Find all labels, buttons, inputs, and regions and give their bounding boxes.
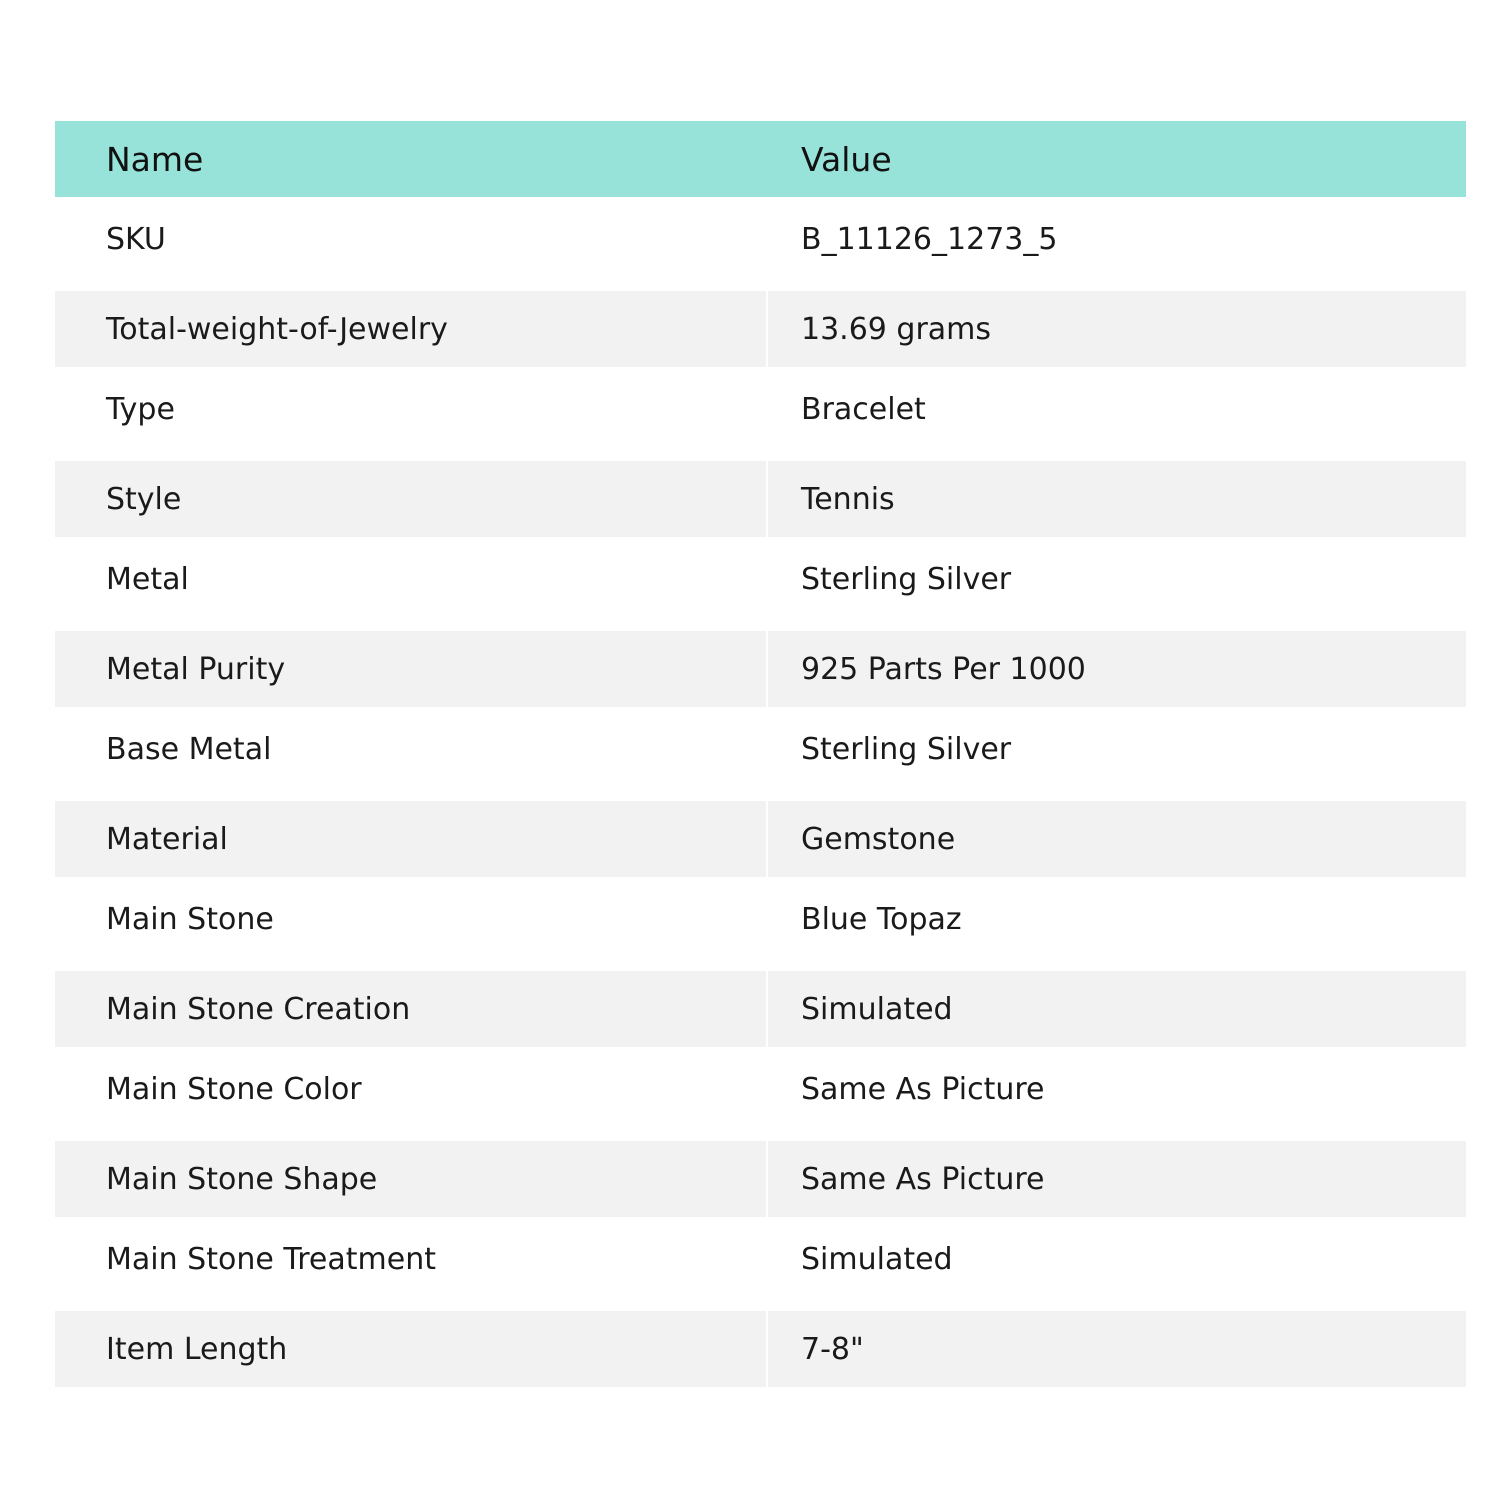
row-value: 13.69 grams (768, 291, 1466, 367)
row-name: Main Stone Treatment (106, 1242, 436, 1277)
row-name: Main Stone Shape (55, 1141, 766, 1217)
row-value: Bracelet (801, 392, 926, 427)
table-row (55, 971, 1466, 1047)
row-value: Same As Picture (768, 1141, 1466, 1217)
row-name: Type (106, 392, 175, 427)
header-name: Name (106, 139, 204, 179)
row-value: Same As Picture (801, 1072, 1045, 1107)
spec-table (55, 121, 1466, 1387)
table-row (55, 367, 1466, 452)
table-row (55, 461, 1466, 537)
row-name: SKU (106, 222, 166, 257)
row-name: Metal Purity (55, 631, 766, 707)
row-value: B_11126_1273_5 (801, 222, 1058, 257)
table-row (55, 1047, 1466, 1132)
row-value: 7-8" (768, 1311, 1466, 1387)
row-value: Sterling Silver (801, 732, 1012, 767)
table-row (55, 537, 1466, 622)
row-value: Sterling Silver (801, 562, 1012, 597)
table-header (55, 121, 1466, 197)
row-value: Gemstone (768, 801, 1466, 877)
row-name: Main Stone (106, 902, 274, 937)
table-row (55, 197, 1466, 282)
table-row (55, 1217, 1466, 1302)
row-name: Style (55, 461, 766, 537)
row-name: Item Length (55, 1311, 766, 1387)
table-row (55, 291, 1466, 367)
row-value: Tennis (768, 461, 1466, 537)
row-value: 925 Parts Per 1000 (768, 631, 1466, 707)
row-name: Metal (106, 562, 189, 597)
table-row (55, 631, 1466, 707)
row-name: Material (55, 801, 766, 877)
row-name: Main Stone Color (106, 1072, 362, 1107)
table-row (55, 1311, 1466, 1387)
table-row (55, 707, 1466, 792)
table-row (55, 877, 1466, 962)
table-row (55, 801, 1466, 877)
table-row (55, 1141, 1466, 1217)
row-name: Total-weight-of-Jewelry (55, 291, 766, 367)
row-name: Base Metal (106, 732, 272, 767)
row-name: Main Stone Creation (55, 971, 766, 1047)
row-value: Blue Topaz (801, 902, 962, 937)
header-value: Value (801, 139, 892, 179)
row-value: Simulated (801, 1242, 953, 1277)
row-value: Simulated (768, 971, 1466, 1047)
